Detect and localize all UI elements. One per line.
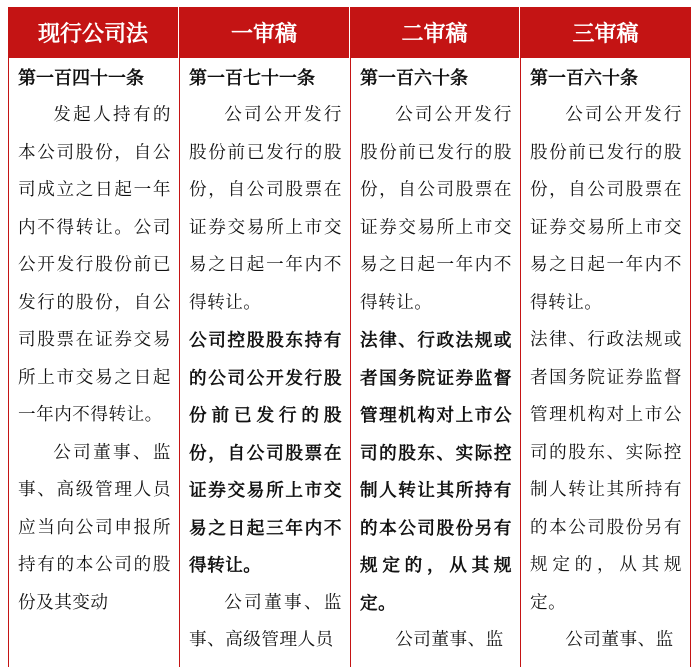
column-second-draft [350, 58, 520, 667]
header-current-law: 现行公司法 [8, 7, 179, 58]
article-number: 第一百六十条 [360, 68, 468, 89]
column-third-draft [520, 58, 691, 667]
paragraph: 公司董事、监事、高级管理人员应当向公司申报所持有的本公司的股份及其变动 [18, 442, 171, 613]
paragraph: 公司董事、监事、高级管理人员 [189, 592, 342, 650]
article-number: 第一百四十一条 [18, 68, 144, 89]
header-first-draft: 一审稿 [179, 7, 350, 58]
column-first-draft [179, 58, 350, 667]
paragraph: 发起人持有的本公司股份，自公司成立之日起一年内不得转让。公司公开发行股份前已发行的股份，自公司股票在证券交易所上市交易之日起一年内不得转让。 [18, 105, 171, 425]
column-current-law [8, 58, 179, 667]
paragraph: 公司董事、监 [565, 630, 674, 650]
header-third-draft: 三审稿 [520, 7, 691, 58]
paragraph: 公司公开发行股份前已发行的股份，自公司股票在证券交易所上市交易之日起一年内不得转让。 [530, 105, 682, 313]
paragraph: 公司董事、监 [395, 630, 504, 650]
paragraph: 公司公开发行股份前已发行的股份，自公司股票在证券交易所上市交易之日起一年内不得转让。 [360, 105, 512, 313]
paragraph: 公司公开发行股份前已发行的股份，自公司股票在证券交易所上市交易之日起一年内不得转让。 [189, 105, 342, 313]
header-second-draft: 二审稿 [350, 7, 520, 58]
paragraph-amended: 法律、行政法规或者国务院证券监督管理机构对上市公司的股东、实际控制人转让其所持有的本公司股份另有规定的，从其规定。 [360, 330, 512, 614]
comparison-table [8, 7, 691, 667]
paragraph: 法律、行政法规或者国务院证券监督管理机构对上市公司的股东、实际控制人转让其所持有的本公司股份另有规定的，从其规定。 [530, 330, 682, 613]
paragraph-amended: 公司控股股东持有的公司公开发行股份前已发行的股份，自公司股票在证券交易所上市交易之日起三年内不得转让。 [189, 330, 342, 576]
article-number: 第一百六十条 [530, 68, 638, 89]
article-number: 第一百七十一条 [189, 68, 315, 89]
